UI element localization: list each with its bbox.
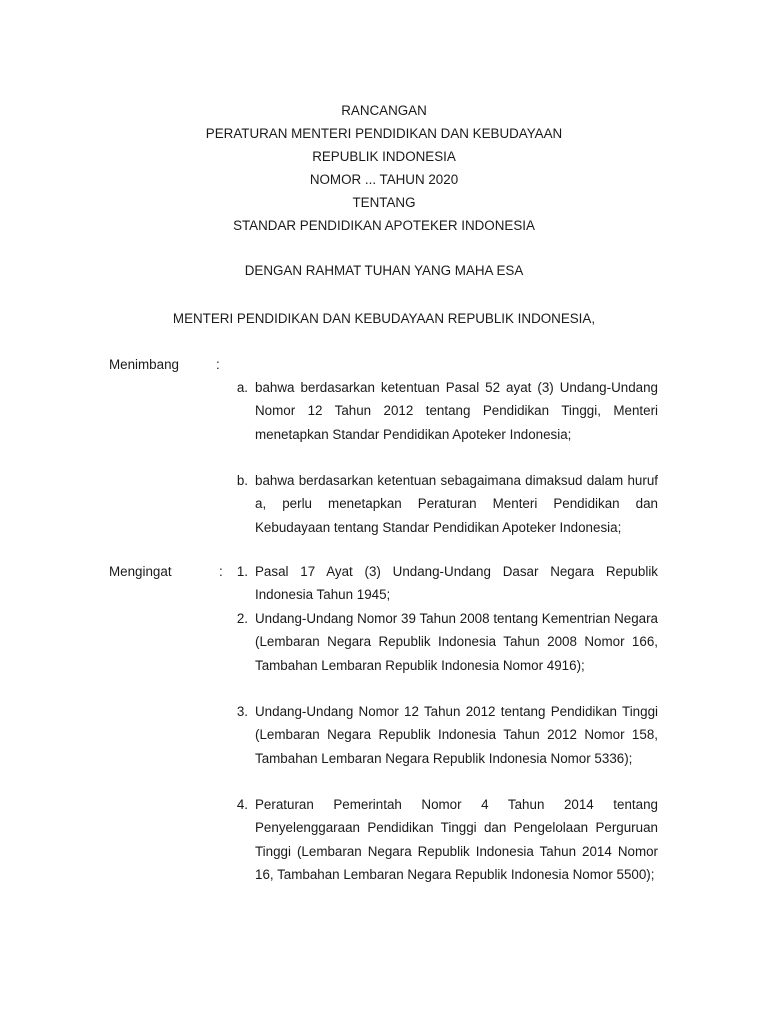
doc-header-number: NOMOR ... TAHUN 2020 bbox=[309, 172, 459, 187]
mengingat-item bbox=[220, 607, 658, 677]
mengingat-colon: : bbox=[219, 564, 223, 579]
mengingat-item bbox=[220, 793, 658, 887]
doc-header-regulation: PERATURAN MENTERI PENDIDIKAN DAN KEBUDAYAAN bbox=[205, 126, 563, 141]
mengingat-item bbox=[220, 560, 658, 607]
menimbang-item bbox=[220, 469, 658, 539]
mengingat-item-marker: 2. bbox=[236, 611, 248, 626]
menimbang-colon: : bbox=[216, 357, 220, 372]
doc-title: STANDAR PENDIDIKAN APOTEKER INDONESIA bbox=[233, 218, 535, 233]
mengingat-item-marker: 3. bbox=[236, 704, 248, 719]
menimbang-item-text: bahwa berdasarkan ketentuan Pasal 52 ayat (3) Undang-Undang Nomor 12 Tahun 2012 tentang Pendidikan Tinggi, Menteri menetapkan Standar Pendidikan Apoteker Indonesia; bbox=[255, 380, 658, 442]
menimbang-label: Menimbang bbox=[109, 357, 179, 372]
doc-header-country: REPUBLIK INDONESIA bbox=[312, 149, 456, 164]
menimbang-item-marker: a. bbox=[236, 380, 248, 395]
mengingat-item bbox=[220, 700, 658, 770]
invocation: DENGAN RAHMAT TUHAN YANG MAHA ESA bbox=[244, 263, 524, 278]
menimbang-item-text: bahwa berdasarkan ketentuan sebagaimana dimaksud dalam huruf a, perlu menetapkan Peraturan Menteri Pendidikan dan Kebudayaan tentang Standar Pendidikan Apoteker Indonesia; bbox=[255, 473, 658, 535]
mengingat-item-marker: 4. bbox=[236, 797, 248, 812]
mengingat-item-marker: 1. bbox=[236, 564, 248, 579]
mengingat-item-text: Peraturan Pemerintah Nomor 4 Tahun 2014 tentang Penyelenggaraan Pendidikan Tinggi dan Pengelolaan Perguruan Tinggi (Lembaran Negara Republik Indonesia Tahun 2014 Nomor 16, Tambahan Lembaran Negara Republik Indonesia Nomor 5500); bbox=[255, 797, 658, 883]
mengingat-label: Mengingat bbox=[109, 564, 172, 579]
mengingat-item-text: Undang-Undang Nomor 39 Tahun 2008 tentang Kementrian Negara (Lembaran Negara Republik Indonesia Tahun 2008 Nomor 166, Tambahan Lembaran Republik Indonesia Nomor 4916); bbox=[255, 611, 658, 673]
doc-header-rancangan: RANCANGAN bbox=[341, 103, 427, 118]
menimbang-item bbox=[220, 376, 658, 446]
mengingat-item-text: Pasal 17 Ayat (3) Undang-Undang Dasar Negara Republik Indonesia Tahun 1945; bbox=[255, 564, 658, 603]
menimbang-item-marker: b. bbox=[236, 473, 248, 488]
doc-header-tentang: TENTANG bbox=[352, 195, 416, 210]
minister-heading: MENTERI PENDIDIKAN DAN KEBUDAYAAN REPUBLIK INDONESIA, bbox=[172, 311, 596, 326]
mengingat-item-text: Undang-Undang Nomor 12 Tahun 2012 tentang Pendidikan Tinggi (Lembaran Negara Republik Indonesia Tahun 2012 Nomor 158, Tambahan Lembaran Negara Republik Indonesia Nomor 5336); bbox=[255, 704, 658, 766]
